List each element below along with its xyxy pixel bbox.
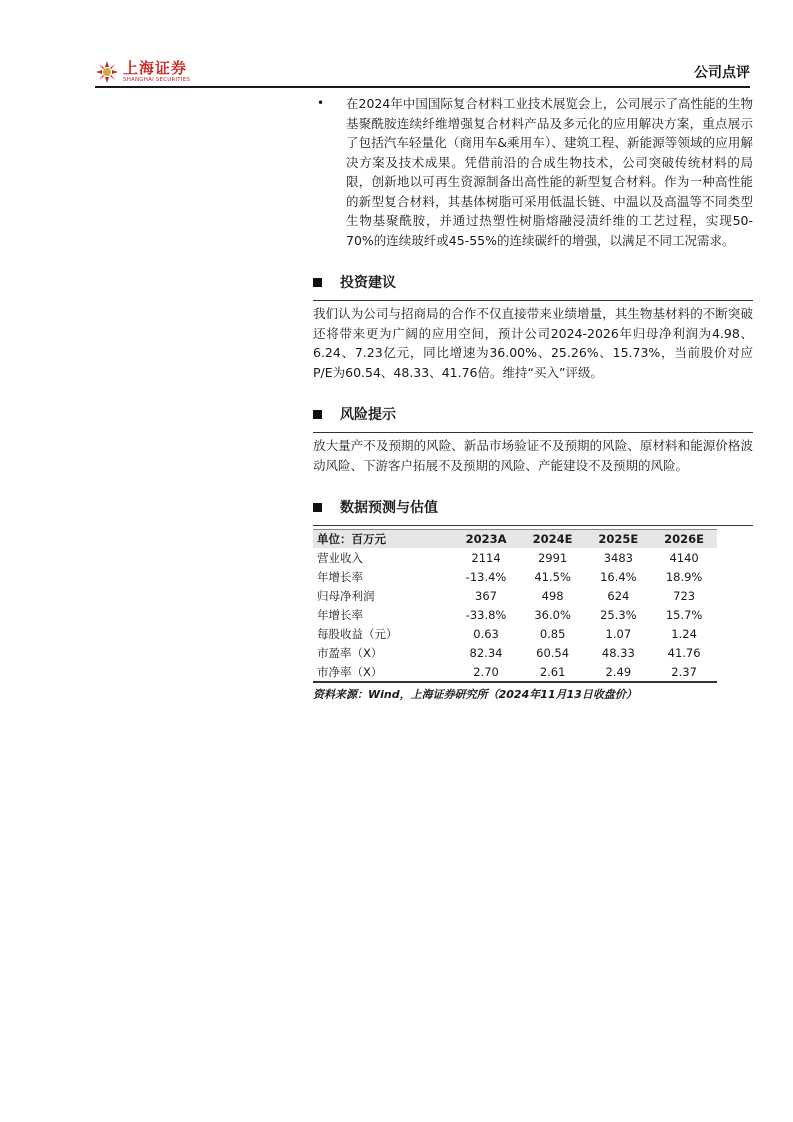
table-cell: 498 [541,588,564,603]
table-cell: 2.61 [539,664,566,679]
section-forecast-title [313,497,753,517]
table-cell: 营业收入 [317,550,363,565]
table-row [313,643,717,662]
table-row [313,548,717,567]
table-cell: 每股收益（元） [317,626,398,641]
section-divider [313,525,753,526]
table-row [313,624,717,643]
table-cell: 1.24 [671,626,697,641]
document-type-label: 公司点评 [694,65,750,81]
table-cell: 年增长率 [317,607,363,622]
table-cell: 15.7% [665,607,703,622]
table-cell: 归母净利润 [317,588,375,603]
square-bullet-icon [313,503,322,512]
table-bottom-rule [313,681,717,683]
table-cell: 市盈率（X） [317,645,383,660]
section-divider [313,432,753,433]
table-cell: 市净率（X） [317,664,383,679]
section-risk-title [313,404,753,424]
table-cell: 年增长率 [317,569,363,584]
invest-paragraph: 我们认为公司与招商局的合作不仅直接带来业绩增量，其生物基材料的不断突破还将带来更为广阔的应用空间，预计公司2024-2026年归母净利润为4.98、6.24、7.23亿元，同比增速为36.00%、25.26%、15.73%，当前股价对应P/E为60.54、48.33、41.76倍。维持“买入”评级。 [313,306,753,380]
table-cell: 41.76 [667,645,701,660]
bullet-icon: • [317,96,325,110]
table-header-cell: 单位：百万元 [313,530,452,549]
risk-paragraph: 放大量产不及预期的风险、新品市场验证不及预期的风险、原材料和能源价格波动风险、下游客户拓展不及预期的风险、产能建设不及预期的风险。 [313,438,753,473]
logo-cn-text: 上海证券 [123,58,188,77]
section-forecast-title-text: 数据预测与估值 [340,500,438,516]
forecast-table [313,529,717,681]
table-source-note: 资料来源：Wind，上海证券研究所（2024年11月13日收盘价） [313,688,637,701]
table-cell: 48.33 [601,645,635,660]
square-bullet-icon [313,278,322,287]
table-cell: 16.4% [600,569,637,584]
table-cell: 41.5% [534,569,571,584]
section-invest-title [313,272,753,292]
table-cell: 18.9% [665,569,703,584]
table-cell: -13.4% [465,569,507,584]
table-header-cell: 2023A [452,530,519,549]
table-cell: 0.63 [473,626,499,641]
table-cell: 2.49 [605,664,632,679]
exhibition-bullet-text: 在2024年中国国际复合材料工业技术展览会上，公司展示了高性能的生物基聚酰胺连续纤维增强复合材料产品及多元化的应用解决方案，重点展示了包括汽车轻量化（商用车&乘用车）、建筑工程、新能源等领域的应用解决方案及技术成果。凭借前沿的合成生物技术，公司突破传统材料的局限，创新地以可再生资源制备出高性能的新型复合材料。作为一种高性能的新型复合材料，其基体树脂可采用低温长链、中温以及高温等不同类型生物基聚酰胺，并通过热塑性树脂熔融浸渍纤维的工艺过程，实现50-70%的连续玻纤或45-55%的连续碳纤的增强，以满足不同工况需求。 [346,96,753,248]
table-cell: 367 [475,588,497,603]
table-row [313,586,717,605]
table-cell: 36.0% [534,607,571,622]
section-divider [313,300,753,301]
table-cell: 624 [607,588,630,603]
table-cell: 60.54 [536,645,570,660]
table-cell: 25.3% [600,607,637,622]
table-cell: 2991 [537,550,568,565]
table-header-cell: 2026E [651,530,717,549]
table-header-cell: 2025E [585,530,651,549]
table-cell: 4140 [669,550,699,565]
table-row [313,567,717,586]
header-divider [95,86,750,88]
section-invest-title-text: 投资建议 [340,275,396,291]
table-cell: 3483 [603,550,633,565]
table-cell: 0.85 [539,626,566,641]
page-header [95,60,750,88]
table-cell: 1.07 [605,626,632,641]
section-risk-title-text: 风险提示 [340,407,396,423]
company-logo [95,60,190,84]
table-cell: 723 [673,588,696,603]
table-cell: 2.37 [671,664,697,679]
main-content [313,94,753,702]
square-bullet-icon [313,410,322,419]
table-row [313,605,717,624]
table-cell: 2114 [471,550,501,565]
logo-en-text: SHANGHAI SECURITIES [123,76,191,83]
table-cell: -33.8% [465,607,507,622]
exhibition-bullet [313,94,753,250]
table-header-row [313,530,717,549]
table-row [313,662,717,681]
logo-emblem-icon [95,60,119,84]
table-cell: 2.70 [473,664,499,679]
forecast-table-wrapper [313,529,717,702]
table-header-cell: 2024E [520,530,586,549]
table-cell: 82.34 [469,645,503,660]
